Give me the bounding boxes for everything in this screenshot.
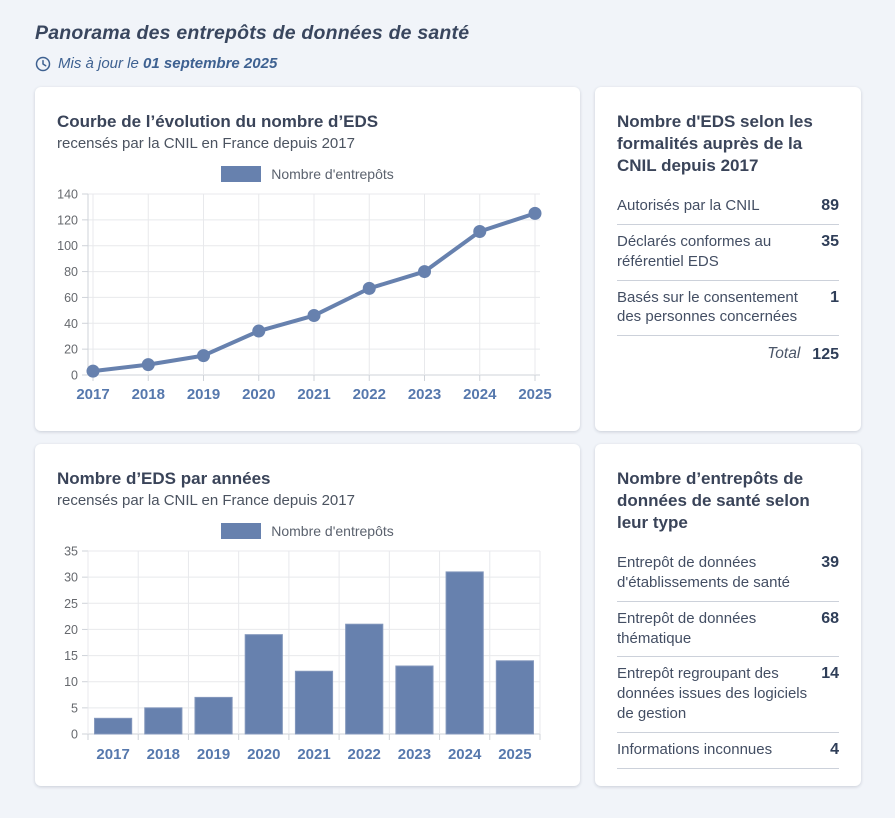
line-chart-card: [35, 87, 580, 431]
stat-value: 4: [830, 740, 839, 758]
stat-row: [617, 281, 839, 337]
svg-text:20: 20: [64, 342, 78, 357]
line-chart-subtitle: recensés par la CNIL en France depuis 2017: [57, 135, 355, 153]
stat-value: 39: [821, 554, 839, 572]
last-updated-text: [58, 55, 277, 72]
svg-text:2022: 2022: [352, 386, 386, 404]
line-chart-legend[interactable]: [57, 166, 558, 182]
stat-row: [617, 602, 839, 658]
stat-label: Entrepôt regroupant des données issues des logiciels de gestion: [617, 665, 808, 723]
last-updated-prefix: Mis à jour le: [58, 55, 144, 72]
page-title: Panorama des entrepôts de données de santé: [35, 22, 470, 44]
types-rows: [617, 546, 839, 768]
svg-text:30: 30: [64, 570, 78, 585]
svg-text:25: 25: [64, 596, 78, 611]
svg-text:2020: 2020: [242, 386, 276, 404]
total-label: Total: [767, 345, 801, 363]
line-chart: [57, 188, 558, 408]
stat-row: [617, 189, 839, 225]
stat-value: 68: [821, 609, 839, 627]
svg-text:100: 100: [57, 239, 78, 254]
svg-text:2025: 2025: [518, 386, 552, 404]
svg-text:140: 140: [57, 188, 78, 202]
stat-label: Autorisés par la CNIL: [617, 197, 760, 215]
svg-text:0: 0: [71, 368, 78, 383]
types-card: [595, 444, 861, 786]
svg-text:2020: 2020: [247, 746, 281, 764]
stat-label: Informations inconnues: [617, 740, 773, 758]
svg-text:10: 10: [64, 675, 78, 690]
stat-value: 1: [830, 288, 839, 306]
stat-row: [617, 225, 839, 281]
svg-text:2017: 2017: [76, 386, 110, 404]
stat-label: Basés sur le consentement des personnes concernées: [617, 288, 798, 326]
svg-text:2024: 2024: [463, 386, 497, 404]
stat-value: 14: [821, 665, 839, 683]
svg-text:15: 15: [64, 649, 78, 664]
svg-text:60: 60: [64, 291, 78, 306]
last-updated-date: 01 septembre 2025: [143, 55, 278, 72]
formalities-card: [595, 87, 861, 431]
stat-label: Entrepôt de données thématique: [617, 609, 757, 647]
svg-text:2024: 2024: [447, 746, 482, 764]
svg-text:120: 120: [57, 213, 78, 228]
svg-text:2022: 2022: [347, 746, 381, 764]
stat-row: [617, 546, 839, 602]
total-row: [617, 336, 839, 372]
stat-row: [617, 733, 839, 769]
formalities-card-title: Nombre d'EDS selon les formalités auprès de la CNIL depuis 2017: [617, 112, 813, 176]
clock-icon: [35, 56, 51, 72]
stat-value: 35: [821, 233, 839, 251]
svg-text:0: 0: [71, 727, 78, 742]
types-card-title: Nombre d’entrepôts de données de santé selon leur type: [617, 469, 810, 533]
stat-value: 89: [821, 197, 839, 215]
stat-label: Déclarés conformes au référentiel EDS: [617, 233, 772, 270]
svg-text:2018: 2018: [131, 386, 165, 404]
svg-text:2019: 2019: [186, 386, 221, 404]
bar-chart-card: [35, 444, 580, 786]
dashboard-grid: [35, 87, 861, 786]
bar-chart-title: Nombre d’EDS par années: [57, 469, 271, 488]
svg-text:20: 20: [64, 623, 78, 638]
svg-text:5: 5: [71, 701, 78, 716]
legend-swatch-icon: [221, 166, 261, 182]
svg-text:80: 80: [64, 265, 78, 280]
legend-label: Nombre d'entrepôts: [271, 166, 394, 183]
bar-chart-legend[interactable]: [57, 523, 558, 539]
bar-chart: [57, 545, 558, 770]
svg-text:35: 35: [64, 545, 78, 559]
formalities-rows: [617, 189, 839, 336]
stat-row: [617, 657, 839, 732]
total-value: 125: [812, 346, 839, 364]
legend-label: Nombre d'entrepôts: [271, 523, 394, 540]
svg-text:2017: 2017: [96, 746, 130, 764]
line-chart-title: Courbe de l’évolution du nombre d’EDS: [57, 112, 379, 131]
bar-chart-subtitle: recensés par la CNIL en France depuis 2017: [57, 492, 355, 510]
legend-swatch-icon: [221, 523, 261, 539]
svg-text:2018: 2018: [146, 746, 181, 764]
last-updated: [35, 55, 861, 72]
svg-text:2023: 2023: [407, 386, 442, 404]
svg-text:2021: 2021: [297, 746, 331, 764]
stat-label: Entrepôt de données d'établissements de santé: [617, 554, 790, 592]
svg-text:2019: 2019: [196, 746, 231, 764]
svg-text:2023: 2023: [397, 746, 432, 764]
svg-text:2025: 2025: [498, 746, 532, 764]
svg-text:40: 40: [64, 316, 78, 331]
svg-text:2021: 2021: [297, 386, 331, 404]
